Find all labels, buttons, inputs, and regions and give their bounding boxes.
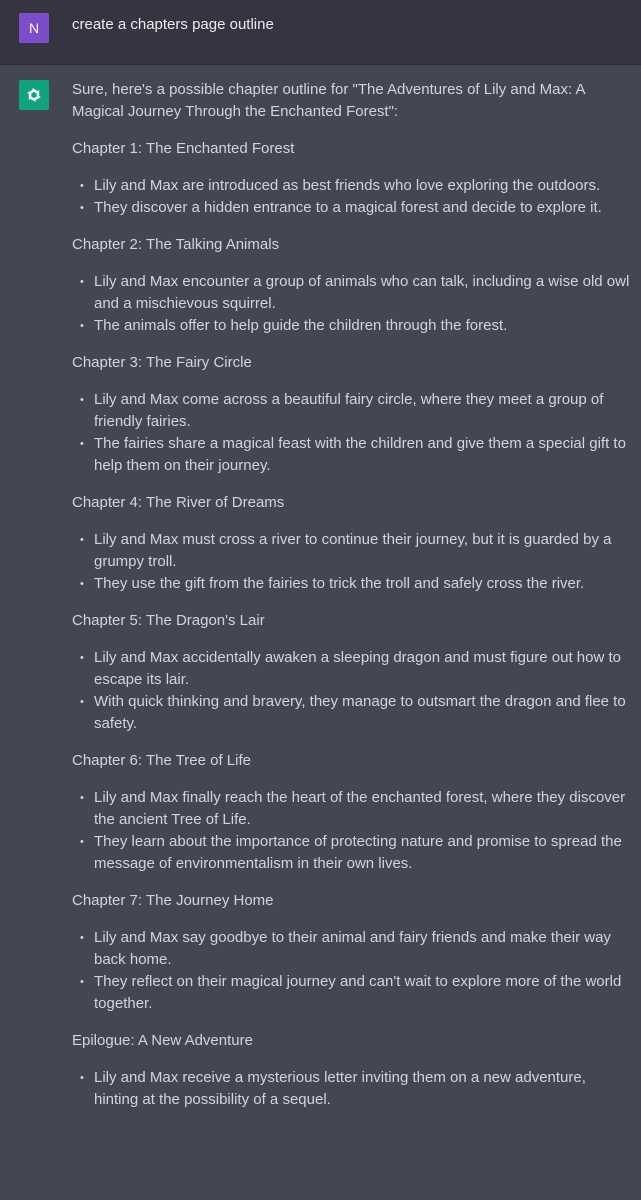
- chapter-title: Chapter 3: The Fairy Circle: [72, 354, 252, 371]
- assistant-message-row: [0, 65, 641, 1200]
- list-item: [72, 197, 634, 219]
- user-avatar: [19, 13, 49, 43]
- list-item: [72, 971, 634, 1015]
- bullet-dot: •: [80, 202, 84, 214]
- list-item-text: The fairies share a magical feast with the children and give them a special gift to help them on their journey.: [94, 435, 626, 474]
- list-item-text: With quick thinking and bravery, they manage to outsmart the dragon and flee to safety.: [94, 693, 626, 732]
- assistant-response: [72, 79, 634, 1126]
- list-item-text: Lily and Max come across a beautiful fairy circle, where they meet a group of friendly fairies.: [94, 391, 604, 430]
- list-item-text: Lily and Max accidentally awaken a sleeping dragon and must figure out how to escape its lair.: [94, 649, 621, 688]
- user-message-text: create a chapters page outline: [72, 16, 274, 33]
- chapter-bullet-list: [72, 389, 634, 477]
- list-item-text: Lily and Max receive a mysterious letter inviting them on a new adventure, hinting at the possibility of a sequel.: [94, 1069, 586, 1108]
- list-item: [72, 315, 634, 337]
- bullet-dot: •: [80, 578, 84, 590]
- chapter-title: Chapter 2: The Talking Animals: [72, 236, 280, 253]
- list-item-text: Lily and Max must cross a river to continue their journey, but it is guarded by a grumpy troll.: [94, 531, 612, 570]
- list-item: [72, 389, 634, 433]
- bullet-dot: •: [80, 696, 84, 708]
- list-item-text: They learn about the importance of protecting nature and promise to spread the message of environmentalism in their own lives.: [94, 833, 622, 872]
- list-item: [72, 787, 634, 831]
- bullet-dot: •: [80, 276, 84, 288]
- list-item-text: Lily and Max finally reach the heart of the enchanted forest, where they discover the ancient Tree of Life.: [94, 789, 626, 828]
- list-item: [72, 927, 634, 971]
- openai-logo-icon: [24, 85, 44, 105]
- bullet-dot: •: [80, 534, 84, 546]
- chapter-title: Chapter 6: The Tree of Life: [72, 752, 251, 769]
- list-item: [72, 691, 634, 735]
- chapter-bullet-list: [72, 647, 634, 735]
- chapter-bullet-list: [72, 787, 634, 875]
- list-item: [72, 831, 634, 875]
- list-item: [72, 175, 634, 197]
- user-avatar-letter: N: [28, 20, 40, 36]
- list-item: [72, 529, 634, 573]
- list-item-text: They discover a hidden entrance to a magical forest and decide to explore it.: [94, 199, 602, 216]
- chapter-list: [72, 138, 634, 1111]
- bullet-dot: •: [80, 792, 84, 804]
- bullet-dot: •: [80, 180, 84, 192]
- response-intro: Sure, here's a possible chapter outline for "The Adventures of Lily and Max: A Magical Journey Through the Enchanted Forest":: [72, 81, 585, 120]
- list-item-text: Lily and Max encounter a group of animals who can talk, including a wise old owl and a mischievous squirrel.: [94, 273, 630, 312]
- bullet-dot: •: [80, 320, 84, 332]
- chapter-title: Epilogue: A New Adventure: [72, 1032, 253, 1049]
- bullet-dot: •: [80, 836, 84, 848]
- list-item-text: Lily and Max say goodbye to their animal and fairy friends and make their way back home.: [94, 929, 611, 968]
- chapter-bullet-list: [72, 1067, 634, 1111]
- list-item: [72, 271, 634, 315]
- bullet-dot: •: [80, 652, 84, 664]
- list-item-text: They reflect on their magical journey and can't wait to explore more of the world together.: [94, 973, 622, 1012]
- chapter-bullet-list: [72, 175, 634, 219]
- assistant-avatar: [19, 80, 49, 110]
- bullet-dot: •: [80, 394, 84, 406]
- bullet-dot: •: [80, 438, 84, 450]
- bullet-dot: •: [80, 976, 84, 988]
- chapter-title: Chapter 1: The Enchanted Forest: [72, 140, 295, 157]
- chapter-title: Chapter 5: The Dragon's Lair: [72, 612, 265, 629]
- list-item-text: They use the gift from the fairies to trick the troll and safely cross the river.: [94, 575, 585, 592]
- user-message-row: [0, 0, 641, 65]
- chapter-title: Chapter 7: The Journey Home: [72, 892, 274, 909]
- bullet-dot: •: [80, 1072, 84, 1084]
- list-item: [72, 573, 634, 595]
- chapter-title: Chapter 4: The River of Dreams: [72, 494, 285, 511]
- bullet-dot: •: [80, 932, 84, 944]
- list-item: [72, 647, 634, 691]
- list-item: [72, 1067, 634, 1111]
- chapter-bullet-list: [72, 271, 634, 337]
- list-item: [72, 433, 634, 477]
- list-item-text: The animals offer to help guide the children through the forest.: [94, 317, 508, 334]
- chapter-bullet-list: [72, 927, 634, 1015]
- list-item-text: Lily and Max are introduced as best friends who love exploring the outdoors.: [94, 177, 601, 194]
- chapter-bullet-list: [72, 529, 634, 595]
